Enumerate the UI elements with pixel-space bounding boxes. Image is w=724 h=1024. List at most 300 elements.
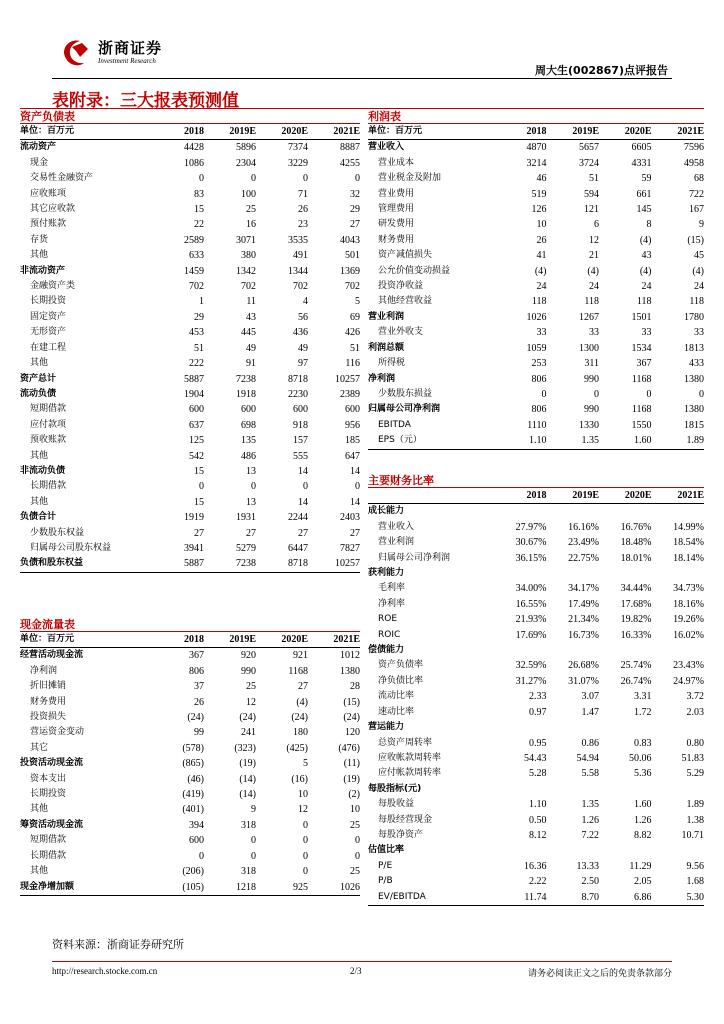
cash-flow-table xyxy=(20,632,360,895)
row-label: 流动资产 xyxy=(20,142,57,153)
year-header: 2021E xyxy=(652,488,705,504)
row-value: 13 xyxy=(246,465,256,477)
table-row xyxy=(20,171,360,186)
row-value: (15) xyxy=(687,234,704,246)
row-value: 0 xyxy=(594,388,599,400)
row-value: 59 xyxy=(641,173,652,185)
row-value: 54.43 xyxy=(524,752,547,764)
table-row xyxy=(20,418,360,433)
table-row xyxy=(368,325,704,340)
table-row xyxy=(368,294,704,309)
row-value: 0 xyxy=(303,866,308,878)
row-value xyxy=(547,643,600,658)
row-value: 10 xyxy=(536,219,547,231)
row-value xyxy=(547,720,600,735)
row-value: (24) xyxy=(343,712,360,724)
report-name: 周大生(002867)点评报告 xyxy=(535,64,668,77)
row-value: 0 xyxy=(303,850,308,862)
row-value: 633 xyxy=(189,250,204,262)
row-value xyxy=(652,782,705,797)
row-value: 30.67% xyxy=(515,537,547,549)
row-value: 7238 xyxy=(236,558,256,570)
page-number: 2/3 xyxy=(350,966,362,976)
row-value: 8 xyxy=(646,219,652,231)
row-value: 594 xyxy=(584,188,599,200)
row-value: 555 xyxy=(293,450,308,462)
row-value: 24 xyxy=(694,281,704,293)
row-value: 43 xyxy=(246,311,256,323)
row-value: 241 xyxy=(241,727,256,739)
row-value: (4) xyxy=(639,234,652,246)
row-value xyxy=(494,720,547,735)
row-label: ROIC xyxy=(378,629,401,640)
table-row xyxy=(20,864,360,879)
table-row xyxy=(20,156,360,171)
row-value: 118 xyxy=(584,296,599,308)
table-row xyxy=(368,736,704,751)
row-value: 25 xyxy=(246,204,256,216)
row-label: 筹资活动现金流 xyxy=(20,819,84,830)
row-value: 453 xyxy=(189,327,204,339)
row-label: P/B xyxy=(378,876,393,887)
row-value: 318 xyxy=(241,819,256,831)
row-value: 542 xyxy=(189,450,204,462)
row-value xyxy=(547,843,600,858)
row-label: 其他 xyxy=(30,496,49,507)
row-value: 0.83 xyxy=(634,737,652,749)
row-value: 27 xyxy=(350,527,360,539)
row-value: 8.70 xyxy=(581,891,599,903)
row-label: 其他 xyxy=(30,250,49,261)
row-value: 18.14% xyxy=(673,552,704,564)
row-value: 9.56 xyxy=(686,860,704,872)
row-value: 3.31 xyxy=(634,691,652,703)
row-value: 49 xyxy=(298,342,308,354)
table-row xyxy=(368,689,704,704)
row-value: 6 xyxy=(594,219,599,231)
row-value: (4) xyxy=(692,265,704,277)
table-row xyxy=(20,556,360,571)
row-value: 10257 xyxy=(335,558,360,570)
row-value: 1550 xyxy=(631,419,652,431)
table-row xyxy=(368,612,704,627)
row-value: 14 xyxy=(350,496,360,508)
table-row xyxy=(368,504,704,520)
row-value: 2.05 xyxy=(634,876,652,888)
row-label: 长期借款 xyxy=(30,481,67,492)
row-value: 12 xyxy=(589,234,599,246)
row-value: 16.36 xyxy=(524,860,547,872)
row-value: (14) xyxy=(239,789,256,801)
table-row xyxy=(20,233,360,248)
row-value xyxy=(599,643,652,658)
table-header-row xyxy=(20,632,360,648)
table-row xyxy=(20,248,360,263)
row-label: 偿债能力 xyxy=(368,645,405,656)
row-value xyxy=(652,720,705,735)
row-label: 利润总额 xyxy=(368,342,405,353)
table-row xyxy=(368,279,704,294)
row-label: 归属母公司净利润 xyxy=(368,404,441,415)
row-label: EBITDA xyxy=(378,419,411,430)
year-header: 2021E xyxy=(652,124,705,140)
table-row xyxy=(20,880,360,895)
year-header: 2018 xyxy=(494,124,547,140)
row-label: 少数股东损益 xyxy=(378,388,433,399)
row-label: 折旧摊销 xyxy=(30,681,67,692)
row-label: 每股经营现金 xyxy=(378,814,433,825)
row-value: 13 xyxy=(246,496,256,508)
income-statement-table xyxy=(368,124,704,449)
row-value: 37 xyxy=(194,681,204,693)
row-label: 管理费用 xyxy=(378,204,415,215)
table-row xyxy=(20,849,360,864)
row-value: 1344 xyxy=(288,265,308,277)
table-row xyxy=(20,648,360,664)
row-value: 25 xyxy=(350,819,360,831)
table-row xyxy=(20,741,360,756)
row-value: 1168 xyxy=(631,404,652,416)
row-value: 918 xyxy=(293,419,308,431)
row-value: 1501 xyxy=(631,311,652,323)
row-label: 营业费用 xyxy=(378,188,415,199)
row-value: 486 xyxy=(241,450,256,462)
row-value: 1 xyxy=(199,296,204,308)
footer-url-link[interactable]: http://research.stocke.com.cn xyxy=(52,966,158,976)
row-value: 1330 xyxy=(579,419,599,431)
row-label: 营运能力 xyxy=(368,722,405,733)
table-row xyxy=(20,510,360,525)
year-header: 2020E xyxy=(599,124,652,140)
row-label: 营业成本 xyxy=(378,157,415,168)
row-value: 2403 xyxy=(340,512,360,524)
table-row xyxy=(20,787,360,802)
row-value: 426 xyxy=(345,327,360,339)
logo-name-en: Investment Research xyxy=(98,57,156,65)
row-label: 归属母公司净利润 xyxy=(378,552,451,563)
row-label: 应付款项 xyxy=(30,419,67,430)
row-value: 990 xyxy=(584,404,599,416)
row-value: 6605 xyxy=(631,142,652,154)
row-value: 600 xyxy=(345,404,360,416)
row-value: 1.35 xyxy=(581,435,599,447)
table-header-row xyxy=(368,488,704,504)
row-value: 253 xyxy=(531,358,547,370)
table-row xyxy=(368,140,704,156)
row-value: 1459 xyxy=(184,265,204,277)
row-value: 25 xyxy=(350,866,360,878)
row-value: 27 xyxy=(246,527,256,539)
table-row xyxy=(368,782,704,797)
table-row xyxy=(20,325,360,340)
year-header: 2021E xyxy=(308,124,360,140)
row-value xyxy=(599,782,652,797)
table-row xyxy=(368,187,704,202)
row-value: 17.68% xyxy=(620,598,652,610)
row-label: 其他 xyxy=(30,450,49,461)
row-value: 167 xyxy=(689,204,704,216)
row-value: 99 xyxy=(194,727,204,739)
income-statement-end-rule xyxy=(368,449,704,450)
row-value: 16 xyxy=(246,219,256,231)
row-value: 29 xyxy=(194,311,204,323)
year-header: 2018 xyxy=(152,632,204,648)
row-label: 财务费用 xyxy=(378,234,415,245)
row-value: 7.22 xyxy=(581,829,599,841)
row-value: 18.48% xyxy=(620,537,652,549)
row-label: 负债合计 xyxy=(20,512,57,523)
row-value: (46) xyxy=(187,773,204,785)
row-value: 7374 xyxy=(288,142,308,154)
row-value: 118 xyxy=(531,296,547,308)
row-value: 0 xyxy=(541,388,547,400)
row-value: (2) xyxy=(348,789,360,801)
row-label: 营业利润 xyxy=(378,537,415,548)
row-value: 51 xyxy=(350,342,360,354)
row-value: 0 xyxy=(199,481,204,493)
row-label: 获利能力 xyxy=(368,568,405,579)
row-value: 4958 xyxy=(684,157,704,169)
row-label: 交易性金融资产 xyxy=(30,173,94,184)
table-row xyxy=(20,310,360,325)
row-value: 8.82 xyxy=(634,829,652,841)
row-value: 0 xyxy=(355,481,360,493)
table-row xyxy=(368,551,704,566)
row-value: 14 xyxy=(298,465,308,477)
table-row xyxy=(368,387,704,402)
table-row xyxy=(368,628,704,643)
row-label: 估值比率 xyxy=(368,845,405,856)
row-label: 速动比率 xyxy=(378,706,415,717)
row-value: 1931 xyxy=(236,512,256,524)
row-value: (11) xyxy=(343,758,360,770)
row-value xyxy=(547,566,600,581)
row-value: 5887 xyxy=(184,373,204,385)
row-label: 资本支出 xyxy=(30,773,67,784)
unit-label: 单位：百万元 xyxy=(368,124,494,140)
year-header: 2019E xyxy=(547,124,600,140)
footer-divider xyxy=(52,961,672,962)
row-value: 97 xyxy=(298,358,308,370)
row-value: 3071 xyxy=(236,234,256,246)
row-value: 17.49% xyxy=(568,598,599,610)
row-value: 5896 xyxy=(236,142,256,154)
row-value: 26 xyxy=(298,204,308,216)
row-value: 0.50 xyxy=(529,814,547,826)
table-row xyxy=(20,433,360,448)
table-row xyxy=(368,890,704,905)
year-header: 2019E xyxy=(204,124,256,140)
row-label: 其他 xyxy=(30,804,49,815)
row-value: 83 xyxy=(194,188,204,200)
table-row xyxy=(368,720,704,735)
row-label: 经营活动现金流 xyxy=(20,650,84,661)
row-value: 45 xyxy=(694,250,704,262)
row-value: 56 xyxy=(298,311,308,323)
row-value: 0 xyxy=(251,173,256,185)
row-label: EPS（元） xyxy=(378,435,422,446)
row-value: 33 xyxy=(641,327,652,339)
row-label: 每股指标(元) xyxy=(368,783,422,794)
row-value: 0 xyxy=(303,173,308,185)
row-label: 投资活动现金流 xyxy=(20,758,84,769)
row-value: 7238 xyxy=(236,373,256,385)
page-title: 表附录：三大报表预测值 xyxy=(52,91,239,111)
row-value: 34.44% xyxy=(620,583,652,595)
row-value: 0 xyxy=(355,850,360,862)
row-value: 23.49% xyxy=(568,537,599,549)
table-row xyxy=(20,679,360,694)
row-value: 118 xyxy=(689,296,704,308)
row-label: 应付帐款周转率 xyxy=(378,768,442,779)
row-value xyxy=(599,720,652,735)
ratios-panel xyxy=(368,474,704,906)
row-value: 121 xyxy=(584,204,599,216)
row-value: 1813 xyxy=(684,342,704,354)
row-value: 15 xyxy=(194,465,204,477)
row-value: 3941 xyxy=(184,542,204,554)
year-header: 2018 xyxy=(152,124,204,140)
row-value: 8718 xyxy=(288,558,308,570)
table-row xyxy=(20,802,360,817)
row-value: 1.89 xyxy=(686,435,704,447)
row-value: 661 xyxy=(636,188,652,200)
row-value: 318 xyxy=(241,866,256,878)
table-row xyxy=(20,695,360,710)
row-value: 806 xyxy=(189,665,204,677)
row-value: 22.75% xyxy=(568,552,599,564)
row-value: 1.26 xyxy=(634,814,652,826)
row-value: 18.54% xyxy=(673,537,704,549)
row-value: 126 xyxy=(531,204,547,216)
row-value: 116 xyxy=(345,358,360,370)
row-value: 24 xyxy=(536,281,547,293)
cash-flow-end-rule xyxy=(20,895,360,896)
row-value: 10 xyxy=(350,804,360,816)
row-value xyxy=(494,566,547,581)
row-value: 180 xyxy=(293,727,308,739)
row-value: 702 xyxy=(241,281,256,293)
row-value: 637 xyxy=(189,419,204,431)
row-value: (419) xyxy=(182,789,204,801)
row-value: (16) xyxy=(291,773,308,785)
row-label: 少数股东权益 xyxy=(30,527,85,538)
table-row xyxy=(20,756,360,771)
row-value: 1218 xyxy=(236,881,256,893)
row-value: 27 xyxy=(298,527,308,539)
row-value: (24) xyxy=(239,712,256,724)
row-value: 71 xyxy=(298,188,308,200)
row-label: 固定资产 xyxy=(30,311,67,322)
table-row xyxy=(20,664,360,679)
row-value: 1919 xyxy=(184,512,204,524)
row-value: 0 xyxy=(251,835,256,847)
table-header-row xyxy=(20,124,360,140)
table-row xyxy=(20,372,360,387)
table-row xyxy=(368,674,704,689)
row-value: 5 xyxy=(355,296,360,308)
row-value: 5.29 xyxy=(686,768,704,780)
row-value: 1.10 xyxy=(529,799,547,811)
row-value: 2244 xyxy=(288,512,308,524)
row-value: 17.69% xyxy=(515,629,547,641)
row-value: (425) xyxy=(286,742,308,754)
table-row xyxy=(20,140,360,156)
table-row xyxy=(368,566,704,581)
row-value: 10257 xyxy=(335,373,360,385)
row-value: 21.93% xyxy=(515,614,547,626)
row-label: 无形资产 xyxy=(30,327,67,338)
row-value: 11.29 xyxy=(629,860,652,872)
row-label: 营业收入 xyxy=(378,521,415,532)
row-value: 26.74% xyxy=(620,675,652,687)
row-value: 5.58 xyxy=(581,768,599,780)
row-value: 8887 xyxy=(340,142,360,154)
year-header: 2020E xyxy=(599,488,652,504)
income-statement-panel xyxy=(368,110,704,450)
row-value xyxy=(494,643,547,658)
year-header: 2019E xyxy=(204,632,256,648)
row-value: 145 xyxy=(636,204,652,216)
row-value: (24) xyxy=(187,712,204,724)
row-value: 1380 xyxy=(684,373,704,385)
row-label: 每股净资产 xyxy=(378,829,424,840)
row-value: 157 xyxy=(293,435,308,447)
row-value: (578) xyxy=(182,742,204,754)
row-label: 成长能力 xyxy=(368,506,405,517)
row-value: 5.28 xyxy=(529,768,547,780)
row-value: 0 xyxy=(199,173,204,185)
row-value xyxy=(599,843,652,858)
row-value: 1918 xyxy=(236,388,256,400)
row-value: 3.72 xyxy=(686,691,704,703)
row-value: 1168 xyxy=(631,373,652,385)
row-value: 647 xyxy=(345,450,360,462)
unit-label: 单位：百万元 xyxy=(20,632,152,648)
row-value: 54.94 xyxy=(576,752,599,764)
row-value: 24 xyxy=(641,281,652,293)
row-value: 21.34% xyxy=(568,614,599,626)
table-row xyxy=(20,464,360,479)
row-value: 0.86 xyxy=(581,737,599,749)
row-label: 投资损失 xyxy=(30,712,67,723)
table-row xyxy=(20,294,360,309)
row-value: 956 xyxy=(345,419,360,431)
row-value: (476) xyxy=(338,742,360,754)
row-label: P/E xyxy=(378,860,393,871)
balance-sheet-panel xyxy=(20,110,360,573)
row-value: 1.35 xyxy=(581,799,599,811)
row-label: 其他 xyxy=(30,358,49,369)
table-row xyxy=(368,859,704,874)
income-statement-title: 利润表 xyxy=(368,110,704,124)
row-value: (19) xyxy=(343,773,360,785)
row-value: 120 xyxy=(345,727,360,739)
row-label: 应收帐款周转率 xyxy=(378,752,442,763)
row-value: 16.16% xyxy=(568,521,599,533)
row-label: 金融资产类 xyxy=(30,281,76,292)
row-label: 资产总计 xyxy=(20,373,57,384)
row-value: 16.02% xyxy=(673,629,704,641)
row-value: 1815 xyxy=(684,419,704,431)
row-value: 445 xyxy=(241,327,256,339)
row-value: 433 xyxy=(689,358,704,370)
row-value: 519 xyxy=(531,188,547,200)
row-value: 9 xyxy=(699,219,704,231)
row-value: 16.33% xyxy=(620,629,652,641)
row-value: 14 xyxy=(350,465,360,477)
cash-flow-title: 现金流量表 xyxy=(20,618,360,632)
